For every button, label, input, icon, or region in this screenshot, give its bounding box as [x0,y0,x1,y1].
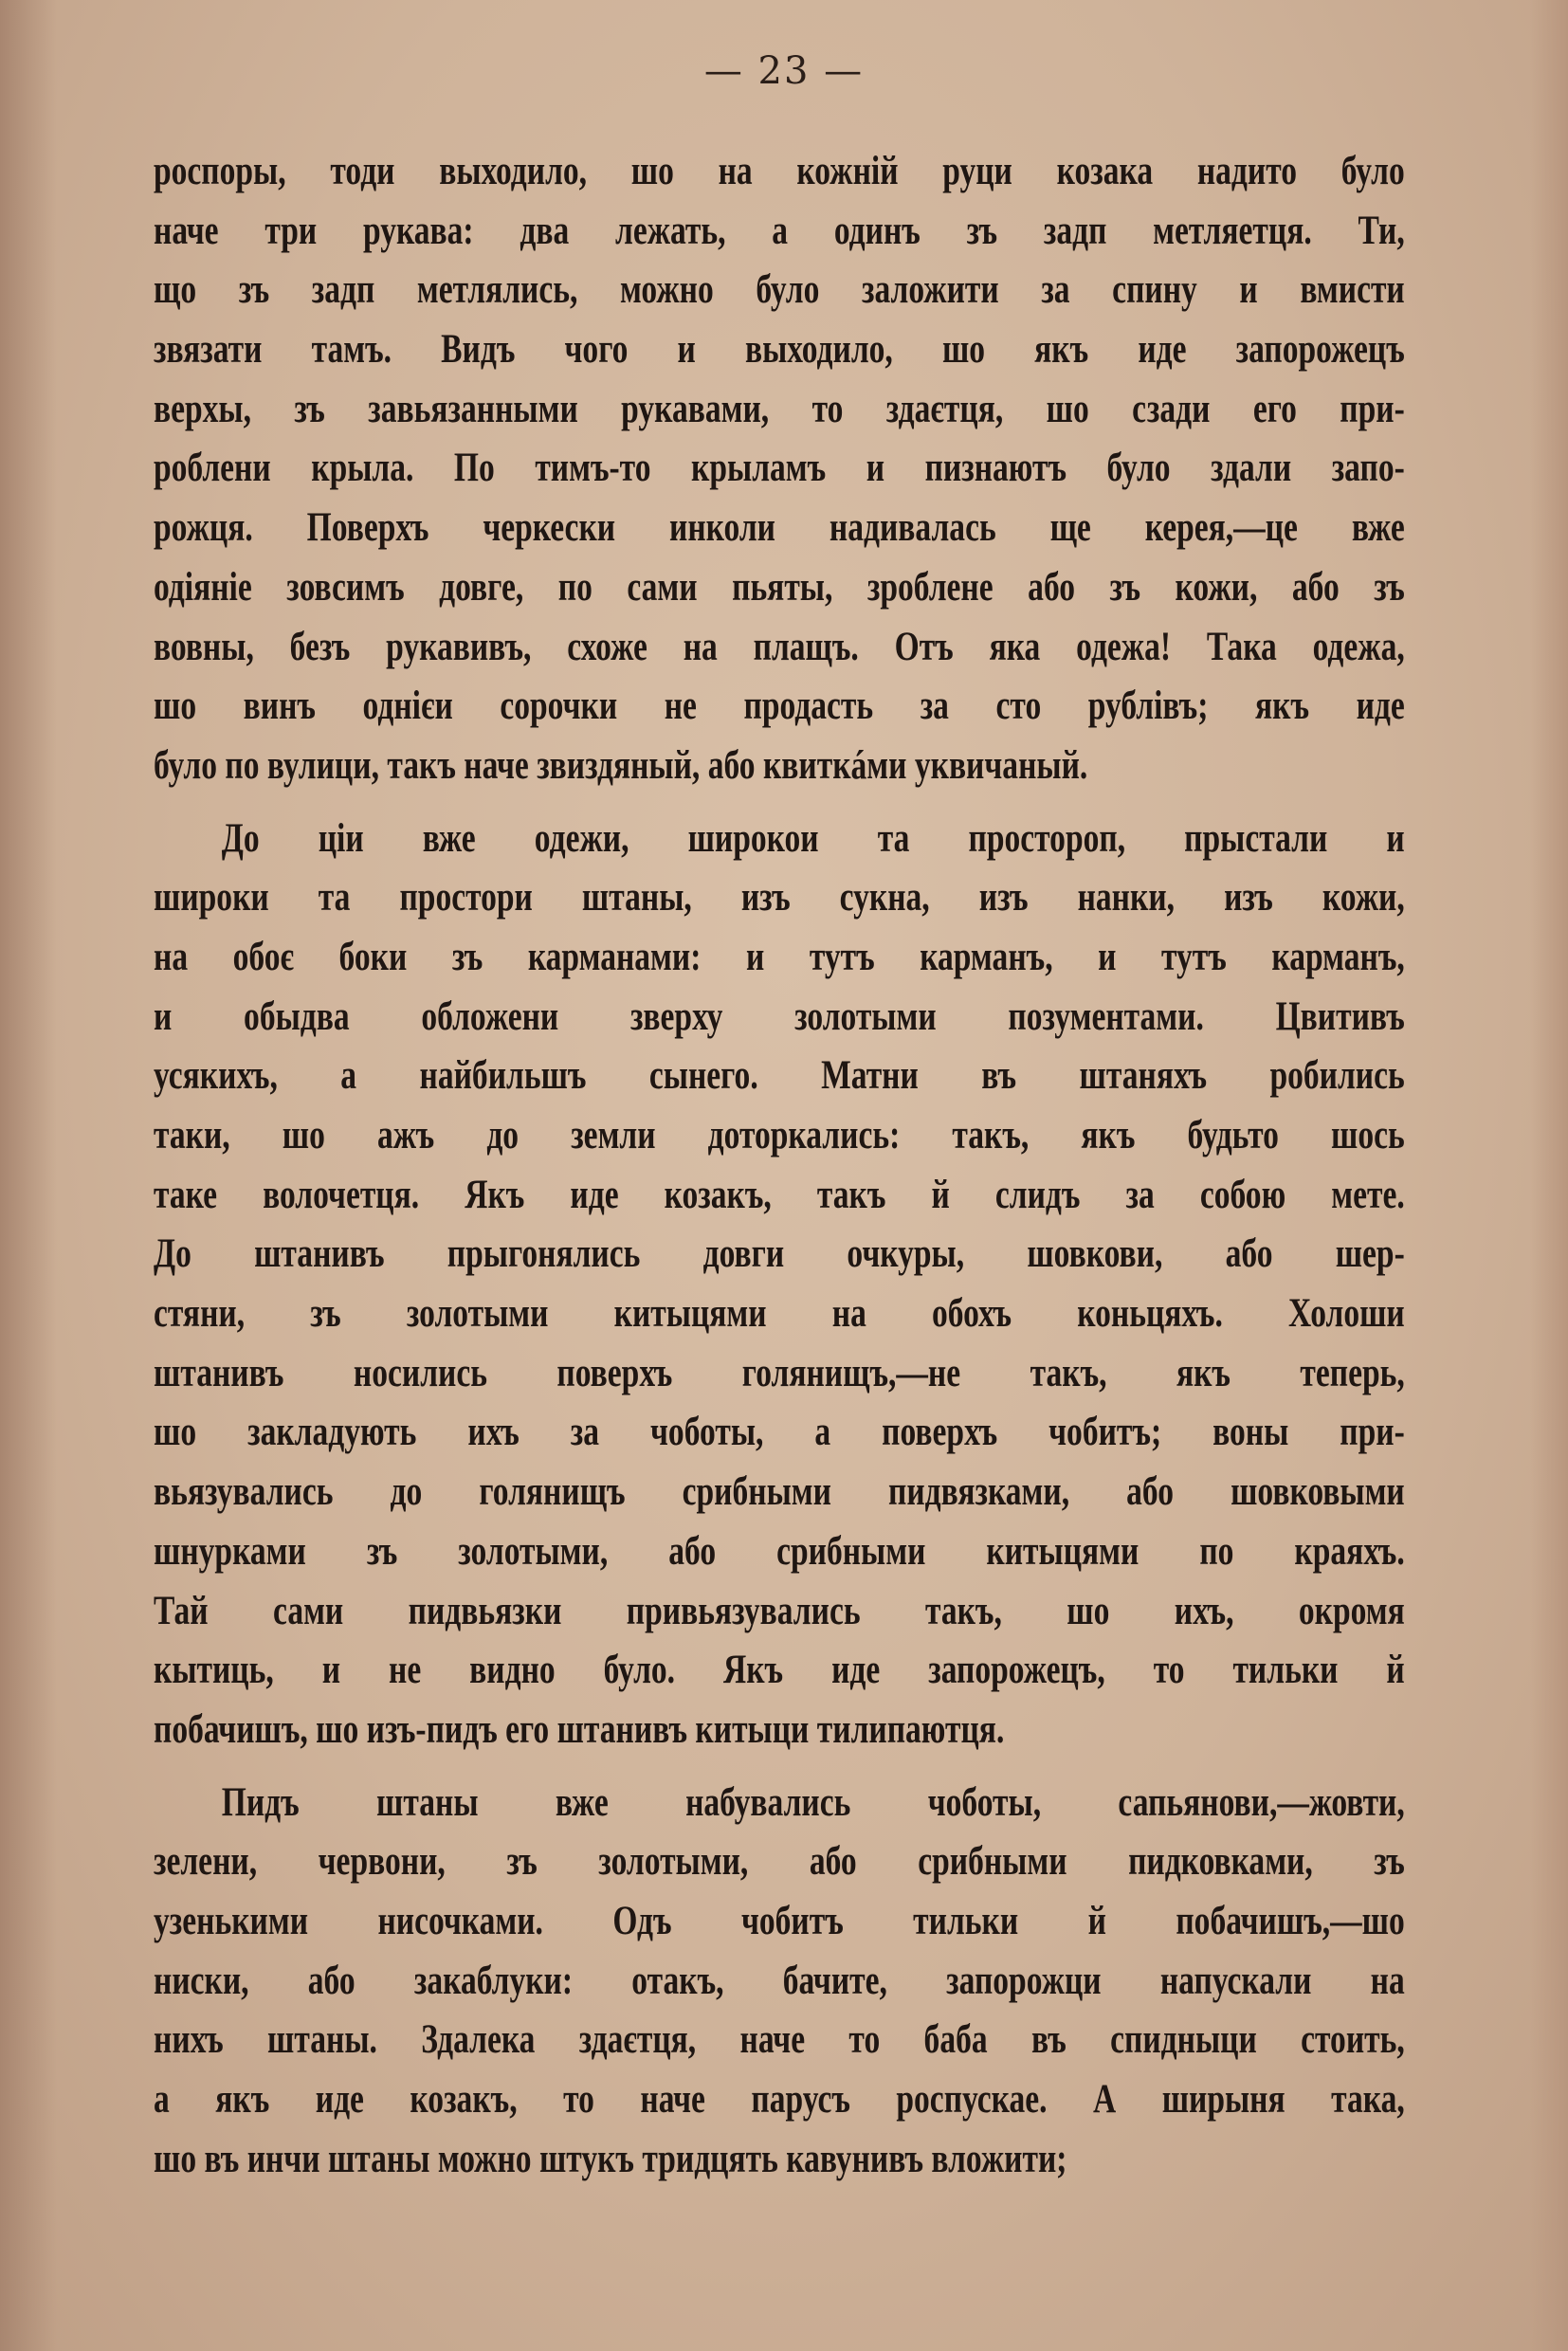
text-line: роблени крыла. По тимъ-то крыламъ и пизнаютъ було здали запо- [154,446,1405,491]
text-line: узенькими нисочками. Одъ чобитъ тильки й побачишъ,—шо [154,1898,1405,1943]
text-line: Тай сами пидвьязки привьязувались такъ, шо ихъ, окромя [154,1588,1405,1633]
text-line: на обоє боки зъ карманами: и тутъ карманъ, и тутъ карманъ, [154,934,1405,979]
text-line: Пидъ штаны вже набувались чоботы, сапьянови,—жовти, [221,1779,1405,1825]
text-line: штанивъ носились поверхъ голянищъ,—не такъ, якъ теперь, [154,1350,1405,1395]
text-line: а якъ иде козакъ, то наче парусъ роспускае. А ширыня така, [154,2077,1405,2122]
text-line: шнурками зъ золотыми, або срибными китыцями по краяхъ. [154,1528,1405,1574]
text-line: що зъ задп метлялись, можно було заложити за спину и вмисти [154,267,1405,313]
text-line: шо въ инчи штаны можно штукъ тридцять кавунивъ вложити; [154,2136,1067,2181]
text-line: и обыдва обложени зверху золотыми позументами. Цвитивъ [154,993,1405,1039]
paragraph-1 [154,142,1405,796]
text-line: ниски, або закаблуки: отакъ, бачите, запорожци напускали на [154,1958,1405,2003]
text-line: усякихъ, а найбильшъ сынего. Матни въ штаняхъ робились [154,1053,1405,1099]
text-line: наче три рукава: два лежать, а одинъ зъ задп метляетця. Ти, [154,208,1405,253]
page-shadow-left [0,0,57,2351]
page-number: — 23 — [703,49,865,93]
text-line: вьязувались до голянищъ срибными пидвязками, або шовковыми [154,1469,1405,1515]
text-line: кытиць, и не видно було. Якъ иде запорожецъ, то тильки й [154,1648,1405,1693]
text-line: До ціи вже одежи, широкои та простороп, прыстали и [221,815,1405,861]
text-line: вовны, безъ рукавивъ, схоже на плащъ. Отъ яка одежа! Така одежа, [154,624,1405,669]
paragraph-gap [154,796,1405,810]
paragraph-gap [154,1760,1405,1774]
text-line: звязати тамъ. Видъ чого и выходило, шо якъ иде запорожецъ [154,327,1405,373]
text-line: роспоры, тоди выходило, шо на кожній руци козака надито було [154,149,1405,193]
text-line: До штанивъ прыгонялись довги очкуры, шовкови, або шер- [154,1231,1405,1277]
paragraph-3 [154,1774,1405,2190]
text-line: таке волочетця. Якъ иде козакъ, такъ й слидъ за собою мете. [154,1172,1405,1217]
body-text [154,142,1405,2189]
text-line: зелени, червони, зъ золотыми, або срибными пидковками, зъ [154,1839,1405,1885]
text-line: таки, шо ажъ до земли доторкались: такъ, якъ будьто шось [154,1113,1405,1157]
text-line: рожця. Поверхъ черкески инколи надивалась ще керея,—це вже [154,505,1405,551]
text-line: широки та простори штаны, изъ сукна, изъ нанки, изъ кожи, [154,875,1405,920]
body-text-inner [154,142,1405,2189]
text-line: було по вулици, такъ наче звиздяный, або квиткáми уквичаный. [154,742,1088,788]
text-line: шо закладують ихъ за чоботы, а поверхъ чобитъ; воны при- [154,1410,1405,1455]
text-line: нихъ штаны. Здалека здаєтця, наче то баба въ спидныци стоить, [154,2017,1405,2063]
text-line: шо винъ однієи сорочки не продасть за сто рублівъ; якъ иде [154,683,1405,729]
text-line: побачишъ, шо изъ-пидъ его штанивъ китыци тилипаютця. [154,1706,1005,1752]
text-line: стяни, зъ золотыми китыцями на обохъ коньцяхъ. Холоши [154,1291,1405,1337]
page-shadow-right [1530,0,1568,2351]
text-line: одіяніе зовсимъ довге, по сами пьяты, зроблене або зъ кожи, або зъ [154,564,1405,610]
paragraph-2 [154,810,1405,1760]
text-line: верхы, зъ завьязанными рукавами, то здаєтця, шо сзади его при- [154,386,1405,431]
